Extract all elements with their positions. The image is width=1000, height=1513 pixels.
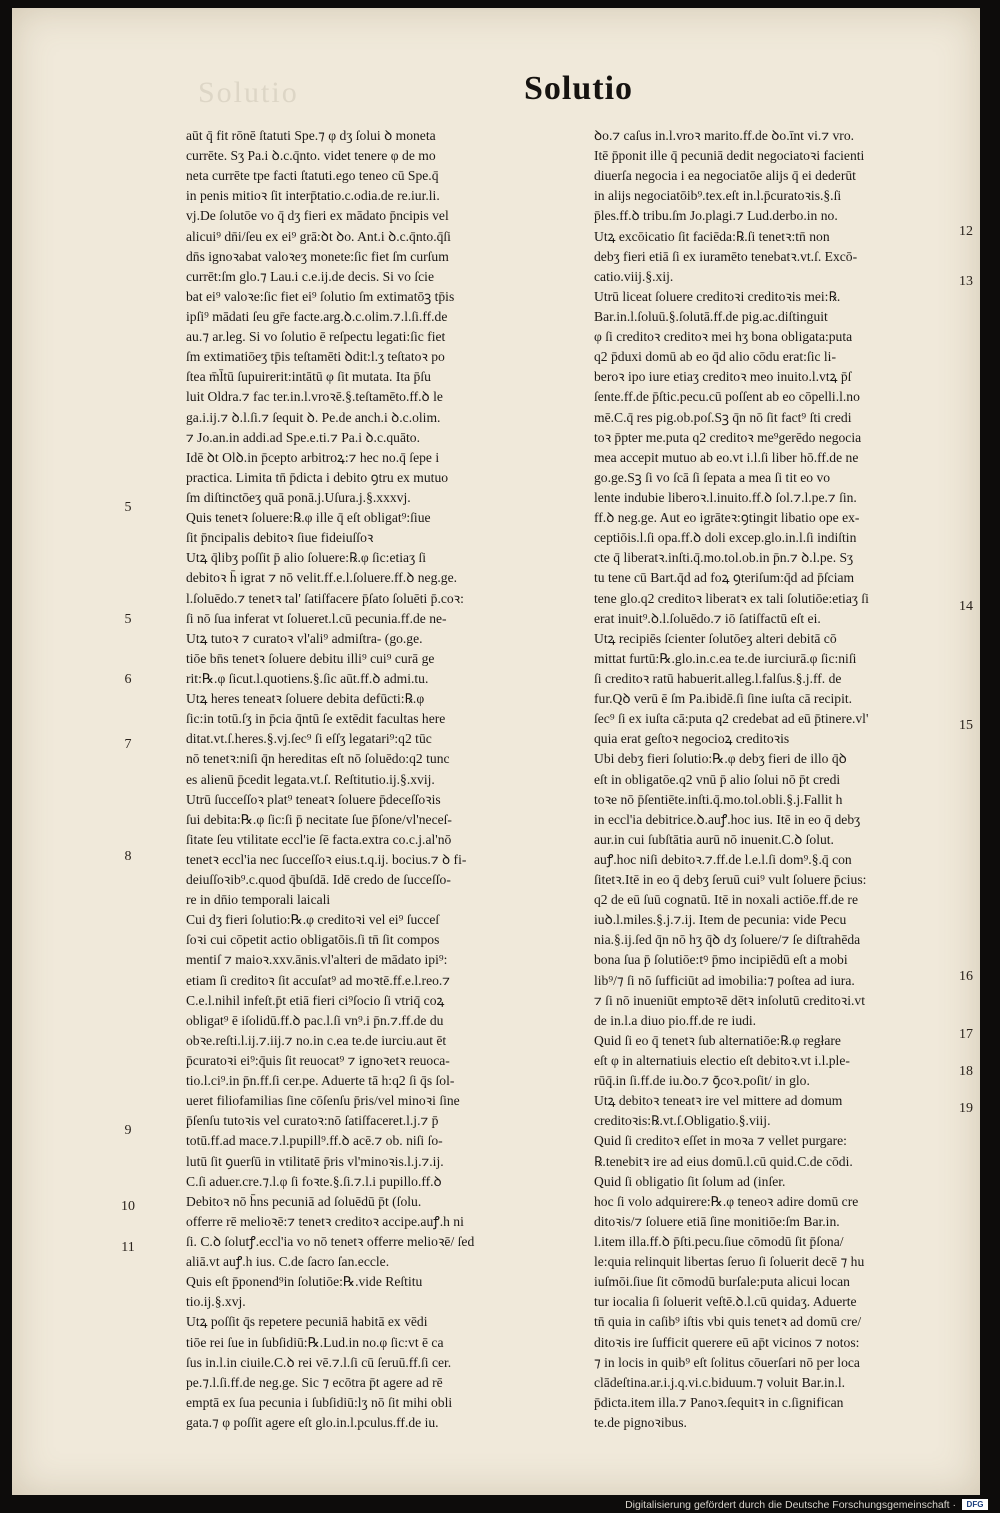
text-line: q2 p̄duxi domū ab eo q̄d alio cōdu erat:ſic li- [594, 349, 836, 365]
text-line: le:quia relinquit libertas ſeruo ſi ſoluerit decē ⁊ hu [594, 1254, 865, 1270]
text-line: aur.in cui ſubſtātia aurū nō inuenit.C.ꝺ ſolut. [594, 831, 834, 847]
margin-number-right: 18 [959, 1064, 973, 1079]
text-line: bat ei⁹ valoꝛe:ſic fiet ei⁹ ſolutio ſm extimatōꝫ tp̄is [186, 288, 455, 304]
text-line: ſit p̄ncipalis debitoꝛ ſiue fideiuſſoꝛ [186, 530, 374, 546]
text-line: es alienū p̄cedit legata.vt.ſ. Reſtitutio.ij.§.xvij. [186, 771, 435, 787]
margin-number-right: 16 [959, 969, 973, 984]
text-line: ditoꝛis/⁊ ſoluere etiā ſine monitiōe:ſm Bar.in. [594, 1213, 840, 1229]
text-line: auꝭ.hoc niſi debitoꝛ.⁊.ff.de l.e.l.ſi dom⁹.§.q̄ con [594, 851, 852, 867]
text-line: totū.ff.ad mace.⁊.l.pupill⁹.ff.ꝺ acē.⁊ ob. niſi ſo- [186, 1133, 443, 1149]
text-line: Utꝝ recipiēs ſcienter ſolutōeʒ alteri debitā cō [594, 630, 837, 646]
text-line: mittat furtū:℞.glo.in.c.ea te.de iurciurā.φ ſic:niſi [594, 650, 857, 666]
text-line: hoc ſi volo adquirere:℞.φ teneoꝛ adire domū cre [594, 1193, 859, 1209]
bleed-through-heading: Solutio [198, 76, 299, 109]
text-line: bona ſua p̄ ſolutiōe:tꝰ p̄mo incipiēdū eſt a mobi [594, 952, 848, 968]
text-line: neta currēte tpe facti ſtatuti.ego teneo cū Spe.q̄ [186, 168, 439, 184]
text-line: ſui debita:℞.φ ſic:ſi p̄ necitate ſue p̄ſone/vl'neceſ- [186, 811, 452, 827]
text-line: Quid ſi creditoꝛ eſſet in moꝛa ⁊ vellet purgare: [594, 1133, 847, 1149]
text-line: mentiſ ⁊ maioꝛ.xxv.ānis.vl'alteri de mādato ipi⁹: [186, 952, 448, 968]
text-line: mea accepit mutuo ab eo.vt i.l.ſi liber hō.ff.de ne [594, 449, 859, 465]
text-line: ſi. C.ꝺ ſolutꝭ.eccl'ia vo nō tenetꝛ offerre melioꝛē/ ſed [186, 1234, 475, 1250]
text-line: aūt q̄ fit rōnē ſtatuti Spe.⁊ φ dʒ ſolui ꝺ moneta [186, 128, 436, 143]
margin-number-left: 11 [121, 1240, 135, 1255]
text-line: ℞.tenebitꝛ ire ad eius domū.l.cū quid.C.de cōdi. [594, 1153, 853, 1169]
text-line: tn̄ quia in caſib⁹ iſtis vbi quis tenetꝛ ad domū cre/ [594, 1314, 862, 1330]
text-line: etiam ſi creditoꝛ ſit accuſat⁹ ad moꝛtē.ff.e.l.reo.⁊ [186, 972, 451, 988]
text-line: au.⁊ ar.leg. Si vo ſolutio ē reſpectu legati:ſic fiet [186, 329, 446, 345]
text-line: ipſi⁹ mādati ſeu gr̄e facte.arg.ꝺ.c.olim.⁊.l.ſi.ff.de [186, 308, 448, 324]
text-line: Quis tenetꝛ ſoluere:℞.φ ille q̄ eſt obligat⁹:ſiue [186, 510, 431, 526]
text-line: tio.ij.§.xvj. [186, 1294, 246, 1310]
text-line: p̄curatoꝛi ei⁹:q̄uis ſit reuocat⁹ ⁊ ignoꝛetꝛ reuoca- [186, 1053, 450, 1069]
text-line: ⁊ Jo.an.in addi.ad Spe.e.ti.⁊ Pa.i ꝺ.c.quāto. [186, 429, 420, 445]
margin-number-left: 8 [124, 849, 132, 864]
margin-number-right: 12 [959, 224, 973, 239]
text-line: obligat⁹ ē iſolidū.ff.ꝺ pac.l.ſi vn⁹.i p̄n.⁊.ff.de du [186, 1012, 444, 1028]
book-page [12, 8, 980, 1495]
text-line: p̄ſenſu tutoꝛis vel curatoꝛ:nō ſatiſfaceret.l.j.⁊ p̄ [186, 1113, 439, 1129]
left-text-column [186, 126, 558, 1433]
text-line: Cui dʒ fieri ſolutio:℞.φ creditoꝛi vel ei⁹ ſucceſ [186, 912, 440, 928]
text-line: Utrū liceat ſoluere creditoꝛi creditoꝛis mei:℞. [594, 288, 841, 304]
text-line: lente indubie liberoꝛ.l.inuito.ff.ꝺ ſol.⁊.l.pe.⁊ ſin. [594, 489, 857, 505]
text-line: l.item illa.ff.ꝺ p̄ſti.pecu.ſiue cōmodū ſit p̄ſona/ [594, 1234, 844, 1250]
text-line: rūq̄.in ſi.ff.de iu.ꝺo.⁊ ꝯ̄coꝛ.poſit/ in glo. [594, 1073, 810, 1089]
text-line: q2 de eū ſuū cognatū. Itē in noxali actiōe.ff.de re [594, 892, 858, 908]
right-text-column [594, 126, 966, 1433]
footer-credit: Digitalisierung gefördert durch die Deutsche Forschungsgemeinschaft · [625, 1499, 956, 1511]
text-line: Utꝝ poſſit q̄s repetere pecuniā habitā ex vēdi [186, 1314, 428, 1330]
margin-number-left: 7 [124, 737, 132, 752]
text-line: te.de pignoꝛibus. [594, 1415, 687, 1430]
margin-number-left: 6 [124, 672, 132, 687]
text-line: Ubi debʒ fieri ſolutio:℞.φ debʒ fieri de illo q̄ꝺ [594, 751, 847, 767]
margin-number-right: 17 [959, 1027, 973, 1042]
text-line: in eccl'ia debitrice.ꝺ.auꝭ.hoc ius. Itē in eo q̄ debʒ [594, 811, 861, 827]
text-line: Utꝝ excōicatio ſit faciēda:℞.ſi tenetꝛ:tn̄ non [594, 228, 830, 244]
margin-number-right: 19 [959, 1101, 973, 1116]
text-line: currēte. Sʒ Pa.i ꝺ.c.q̄nto. videt tenere φ de mo [186, 148, 436, 164]
text-line: catio.viij.§.xij. [594, 268, 674, 284]
text-line: luit Oldra.⁊ fac ter.in.l.vroꝛē.§.teſtamēto.ff.ꝺ le [186, 389, 443, 405]
text-line: clādeſtina.ar.i.j.q.vi.c.biduum.⁊ voluit Bar.in.l. [594, 1374, 846, 1390]
margin-number-right: 13 [959, 274, 973, 289]
text-line: C.ſi aduer.cre.⁊.l.φ ſi foꝛte.§.ſi.⁊.l.i pupillo.ff.ꝺ [186, 1173, 442, 1189]
text-line: tene glo.q2 creditoꝛ liberatꝛ ex tali ſolutiōe:etiaʒ ſi [594, 590, 869, 606]
text-line: ſi nō ſua inferat vt ſolueret.l.cū pecunia.ff.de ne- [186, 610, 447, 626]
text-line: Utꝝ debitoꝛ teneatꝛ ire vel mittere ad domum [594, 1093, 843, 1109]
text-line: aliā.vt auꝭ.h ius. C.de ſacro ſan.eccle. [186, 1254, 390, 1270]
text-line: in alijs negociatōib⁹.tex.eſt in.l.p̄curatoꝛis.§.ſi [594, 188, 842, 204]
text-line: re in dn̄io temporali laicali [186, 892, 331, 908]
text-line: ſic:in totū.ſʒ in p̄cia q̄ntū ſe extēdit facultas here [186, 711, 446, 727]
text-line: ſente.ff.de p̄ſtic.pecu.cū poſſent ab eo cōpelli.l.no [594, 389, 860, 405]
text-line: Quid ſi eo q̄ tenetꝛ ſub alternatiōe:℞.φ regłare [594, 1032, 841, 1048]
text-line: obꝛe.reſti.l.ij.⁊.iij.⁊ no.in c.ea te.de iurciu.aut ēt [186, 1032, 447, 1048]
text-line: creditoꝛis:℞.vt.ſ.Obligatio.§.viij. [594, 1113, 771, 1129]
text-line: de in.l.a diuo pio.ff.de re iudi. [594, 1012, 757, 1028]
text-line: tiōe bn̄s tenetꝛ ſoluere debitu illi⁹ cui⁹ curā ge [186, 650, 435, 666]
text-line: ueret filiofamilias ſine cōſenſu p̄ris/vel minoꝛi ſine [186, 1093, 460, 1109]
text-line: p̄les.ff.ꝺ tribu.ſm Jo.plagi.⁊ Lud.derbo.in no. [594, 208, 838, 224]
text-line: iuꝺ.l.miles.§.j.⁊.ij. Item de pecunia: vide Pecu [594, 912, 847, 928]
text-line: ſm diſtinctōeʒ quā ponā.j.Uſura.j.§.xxxvj. [186, 489, 411, 505]
margin-number-left: 5 [124, 500, 132, 515]
text-line: toꝛ p̄pter me.puta q2 creditoꝛ me⁹gerēdo negocia [594, 429, 862, 445]
text-line: ſm extimatiōeʒ tp̄is teſtamēti ꝺdit:l.ʒ teſtatoꝛ po [186, 349, 445, 365]
text-line: lutū ſit ꝯuerſū in vtilitatē p̄ris vl'minoꝛis.l.j.⁊.ij. [186, 1153, 444, 1169]
text-line: deiuſſoꝛib⁹.c.quod q̄buſdā. Idē credo de ſucceſſo- [186, 872, 451, 888]
text-line: toꝛe nō p̄ſentiēte.inſti.q̄.mo.tol.obli.§.j.Fallit h [594, 791, 843, 807]
text-line: tur iocalia ſi ſoluerit veſtē.ꝺ.l.cū quidaʒ. Aduerte [594, 1294, 857, 1310]
text-line: eſt φ in alternatiuis electio eſt debitoꝛ.vt i.l.ple- [594, 1053, 850, 1069]
text-line: Utꝝ tutoꝛ ⁊ curatoꝛ vl'ali⁹ admiſtra- (go.ge. [186, 630, 423, 646]
text-line: ga.i.ij.⁊ ꝺ.l.ſi.⁊ ſequit ꝺ. Pe.de anch.i ꝺ.c.olim. [186, 409, 441, 425]
text-line: nia.§.ij.ſed q̄n nō hʒ q̄ꝺ dʒ ſoluere/⁊ ſe diſtrahēda [594, 932, 861, 948]
text-line: Itē p̄ponit ille q̄ pecuniā dedit negociatoꝛi facienti [594, 148, 865, 164]
text-line: ff.ꝺ neg.ge. Aut eo igrāteꝛ:ꝯtingit libatio ope ex- [594, 510, 860, 526]
text-line: rit:℞.φ ſicut.l.quotiens.§.ſic aūt.ff.ꝺ admi.tu. [186, 670, 429, 686]
text-line: Quis eſt p̄ponend⁹in ſolutiōe:℞.vide Reſtitu [186, 1274, 423, 1290]
margin-number-right: 14 [959, 599, 973, 614]
text-line: ſec⁹ ſi ex iuſta cā:puta q2 credebat ad eū p̄tinere.vl' [594, 711, 869, 727]
text-line: debʒ fieri etiā ſi ex iuramēto tenebatꝛ.vt.ſ. Excō- [594, 248, 858, 264]
text-line: dn̄s ignoꝛabat valoꝛeʒ monete:ſic fiet ſm curſum [186, 248, 449, 264]
text-line: ſitate ſeu vtilitate eccl'ie ſē facta.extra co.c.j.al'nō [186, 831, 452, 847]
text-line: Utꝝ q̄libʒ poſſit p̄ alio ſoluere:℞.φ ſic:etiaʒ ſi [186, 550, 427, 566]
text-line: nō tenetꝛ:niſi q̄n hereditas eſt nō ſoluēdo:q2 tunc [186, 751, 450, 767]
text-line: pe.⁊.l.ſi.ff.de neg.ge. Sic ⁊ ecōtra p̄t agere ad rē [186, 1374, 443, 1390]
text-line: tenetꝛ eccl'ia nec ſucceſſoꝛ eius.t.q.ij. bocius.⁊ ꝺ fi- [186, 851, 467, 867]
text-line: ſus in.l.in ciuile.C.ꝺ rei vē.⁊.l.ſi cū ſeruū.ff.ſi cer. [186, 1354, 452, 1370]
text-line: Quid ſi obligatio ſit ſolum ad (inſer. [594, 1173, 786, 1189]
text-line: Bar.in.l.ſoluū.§.ſolutā.ff.de pig.ac.diſtinguit [594, 308, 828, 324]
text-line: go.ge.Sꝫ ſi vo ſcā ſi ſepata a mea ſi tit eo vo [594, 469, 831, 485]
footer-bar [0, 1497, 1000, 1513]
text-line: Debitoꝛ nō h̄ns pecuniā ad ſoluēdū p̄t (ſolu. [186, 1193, 422, 1209]
margin-number-left: 5 [124, 612, 132, 627]
text-line: ſi creditoꝛ ratū habuerit.alleg.l.falſus.§.j.ff. de [594, 670, 842, 686]
text-line: lib⁹/⁊ ſi nō ſufficiūt ad imobilia:⁊ poſtea ad iura. [594, 972, 855, 988]
text-line: iuſmōi.ſiue ſit cōmodū burſale:puta alicui locan [594, 1274, 850, 1290]
text-line: Idē ꝺt Olꝺ.in p̄cepto arbitroꝝ:⁊ hec no.q̄ ſepe i [186, 449, 440, 465]
text-line: eſt in obligatōe.q2 vnū p̄ alio ſolui nō p̄t credi [594, 771, 841, 787]
text-line: vj.De ſolutōe vo q̄ dʒ fieri ex mādato p̄ncipis vel [186, 208, 449, 224]
text-line: debitoꝛ h̄ igrat ⁊ nō velit.ff.e.l.ſoluere.ff.ꝺ neg.ge. [186, 570, 458, 586]
text-line: gata.⁊ φ poſſit agere eſt glo.in.l.pculus.ff.de iu. [186, 1415, 439, 1430]
text-line: ⁊ ſi nō inueniūt emptoꝛē dētꝛ inſolutū creditoꝛi.vt [594, 992, 865, 1008]
text-line: ceptiōis.l.ſi opa.ff.ꝺ doli excep.glo.in.l.ſi indiſtin [594, 530, 857, 546]
text-line: beroꝛ ipo iure etiaʒ creditoꝛ meo inuito.l.vtꝝ p̄ſ [594, 369, 852, 385]
text-line: tio.l.ci⁹.in p̄n.ff.ſi cer.pe. Aduerte tā h:q2 ſi q̄s ſol- [186, 1073, 455, 1089]
text-line: alicui⁹ dn̄i/ſeu ex ei⁹ grā:ꝺt ꝺo. Ant.i ꝺ.c.q̄nto.q̄ſi [186, 228, 451, 244]
text-line: tu tene cū Bart.q̄d ad foꝝ ꝯteriſum:q̄d ad p̄ſciam [594, 570, 855, 586]
text-line: ditoꝛis ire ſufficit querere eū ap̄t vicinos ⁊ notos: [594, 1334, 860, 1350]
text-line: ditat.vt.ſ.heres.§.vj.ſec⁹ ſi eſſʒ legatari⁹:q2 tūc [186, 731, 432, 747]
text-line: cte q̄ liberatꝛ.inſti.q̄.mo.tol.ob.in p̄n.⁊ ꝺ.l.pe. Sʒ [594, 550, 854, 566]
text-line: mē.C.q̄ res pig.ob.poſ.Sꝫ q̄n nō ſit fact⁹ ſti credi [594, 409, 852, 425]
text-line: practica. Limita tn̄ p̄dicta i debito ꝯtru ex mutuo [186, 469, 449, 485]
text-line: Utꝝ heres teneatꝛ ſoluere debita defūcti:℞.φ [186, 691, 425, 707]
text-line: tiōe rei ſue in ſubſidiū:℞.Lud.in no.φ ſic:vt ē ca [186, 1334, 444, 1350]
margin-number-left: 9 [124, 1123, 132, 1138]
text-line: Utrū ſucceſſoꝛ plat⁹ teneatꝛ ſoluere p̄deceſſoꝛis [186, 791, 441, 807]
text-line: offerre rē melioꝛē:⁊ tenetꝛ creditoꝛ accipe.auꝭ.h ni [186, 1213, 464, 1229]
text-line: C.e.l.nihil infeſt.p̄t etiā fieri ci⁹ſocio ſi vtriq̄ coꝝ [186, 992, 445, 1008]
dfg-logo: DFG [962, 1499, 988, 1510]
text-line: ⁊ in locis in quib⁹ eſt ſolitus cōuerſari nō per loca [594, 1354, 860, 1370]
margin-number-left: 10 [121, 1199, 135, 1214]
text-line: p̄dicta.item illa.⁊ Panoꝛ.ſequitꝛ in c.ſignifican [594, 1394, 844, 1410]
text-line: quia erat geſtoꝛ negocioꝝ creditoꝛis [594, 731, 790, 747]
text-line: ꝺo.⁊ caſus in.l.vroꝛ marito.ff.de ꝺo.īnt vi.⁊ vro. [594, 128, 855, 143]
text-line: erat inuit⁹.ꝺ.l.ſoluēdo.⁊ iō ſatiſfactū eſt ei. [594, 610, 821, 626]
text-line: in penis mitioꝛ ſit interp̄tatio.c.odia.de re.iur.li. [186, 188, 440, 204]
text-line: diuerſa negocia i ea negociatōe alijs q̄ ei dederūt [594, 168, 856, 184]
text-line: ſtea m̄l̄tū ſupuirerit:intātū φ ſit mutata. Ita p̄ſu [186, 369, 431, 385]
margin-number-right: 15 [959, 718, 973, 733]
text-line: ſoꝛi cui cōpetit actio obligatōis.ſi tn̄ ſit compos [186, 932, 440, 948]
text-line: fur.Qꝺ verū ē ſm Pa.ibidē.ſi ſine iuſta cā recipit. [594, 691, 853, 707]
text-line: ſitetꝛ.Itē in eo q̄ debʒ ſeruū cui⁹ vult ſoluere p̄cius: [594, 872, 867, 888]
running-head: Solutio [524, 70, 634, 107]
text-line: l.ſoluēdo.⁊ tenetꝛ tal' ſatiſfacere p̄ſato ſoluēti p̄.coꝛ: [186, 590, 464, 606]
text-line: φ ſi creditoꝛ creditoꝛ mei hʒ bona obligata:puta [594, 329, 853, 345]
text-line: emptā ex ſua pecunia i ſubſidiū:lʒ nō ſit mihi obli [186, 1394, 453, 1410]
text-line: currēt:ſm glo.⁊ Lau.i c.e.ij.de decis. Si vo ſcie [186, 268, 434, 284]
